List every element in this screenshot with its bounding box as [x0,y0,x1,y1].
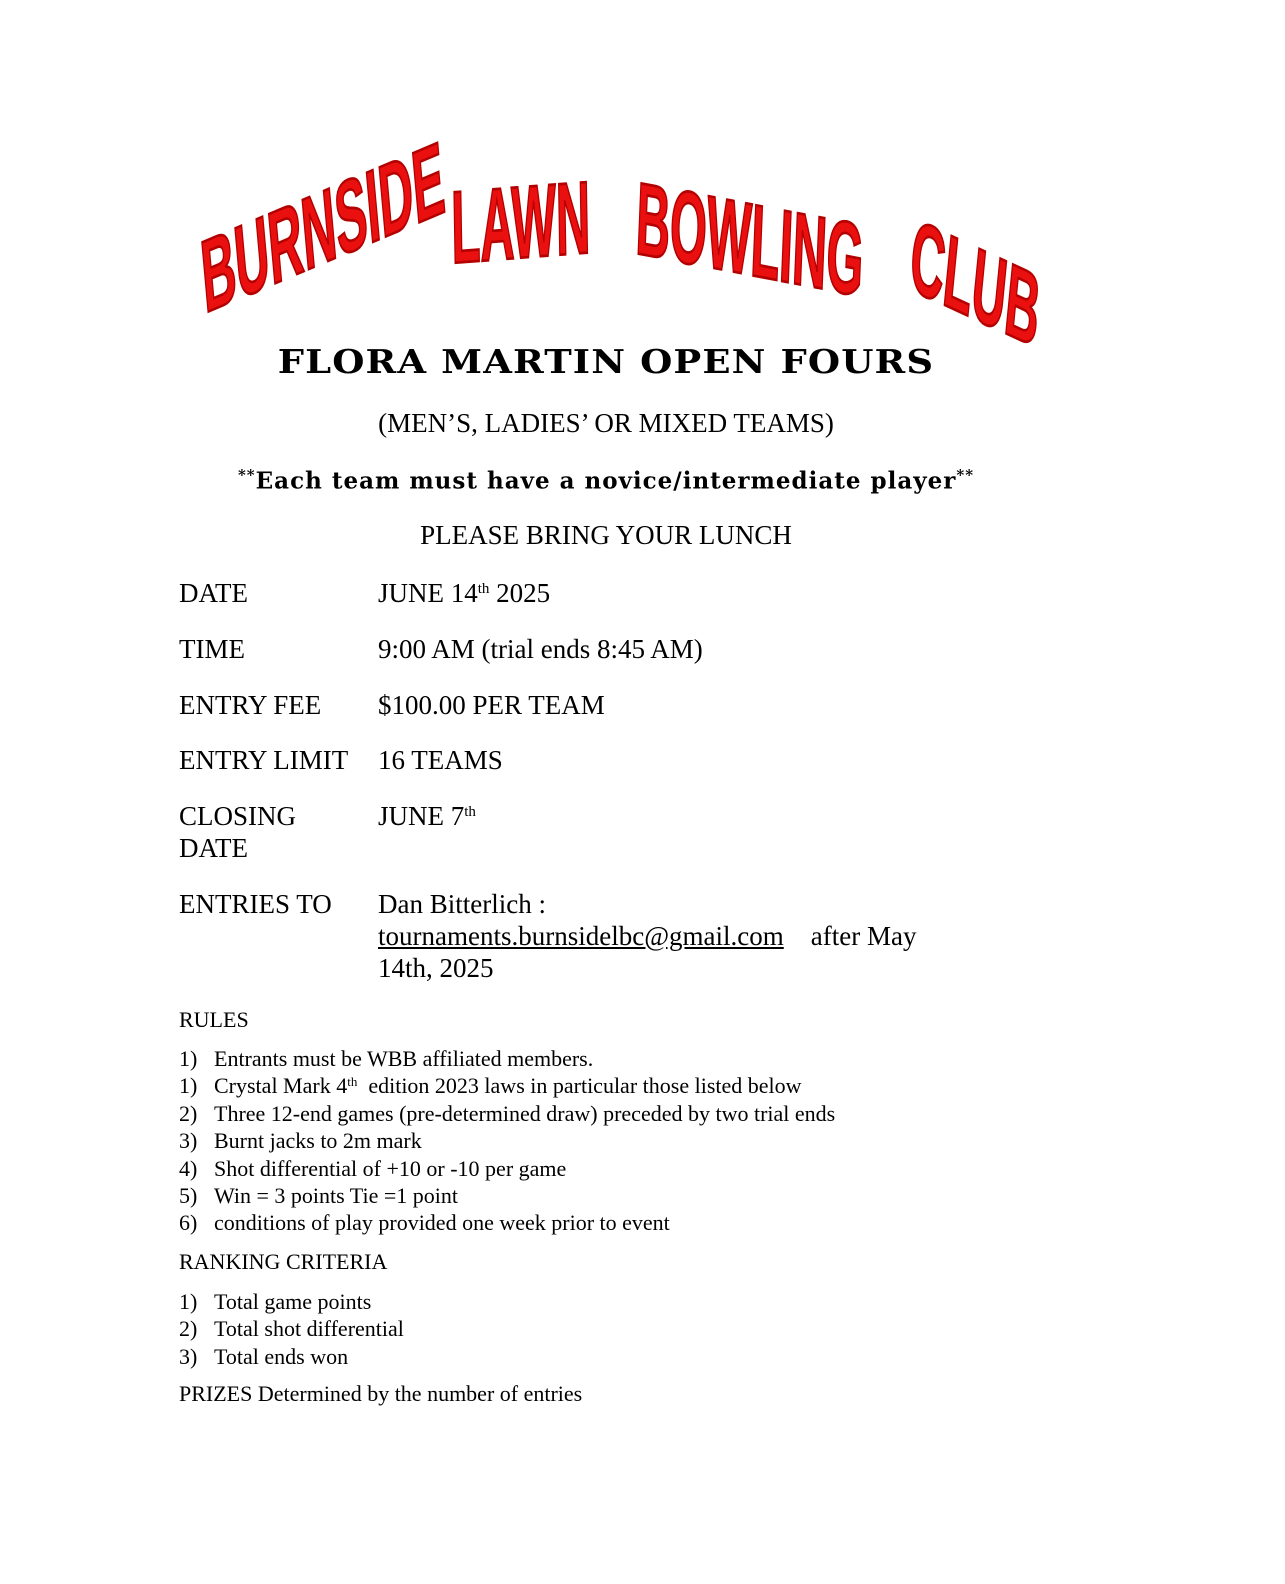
date-label: DATE [179,578,248,608]
asterisks: ** [237,466,256,484]
logo-word-burnside: BURNSIDE [196,119,449,335]
entry-limit-label: ENTRY LIMIT [179,745,349,775]
logo-word-bowling: BOWLING [634,160,866,318]
logo-word-club: CLUB [905,197,1045,369]
list-item: 1) Entrants must be WBB affiliated members. [179,1046,594,1071]
entry-limit-value: 16 TEAMS [378,745,503,775]
novice-note-text: Each team must have a novice/intermediate player [255,467,957,495]
list-item: 2) Three 12-end games (pre-determined draw) preceded by two trial ends [179,1100,836,1126]
lunch-note: PLEASE BRING YOUR LUNCH [420,520,792,550]
event-title: FLORA MARTIN OPEN FOURS [277,342,935,381]
closing-date-value: JUNE 7th [378,801,476,831]
list-item: 4) Shot differential of +10 or -10 per game [179,1155,567,1181]
ranking-heading: RANKING CRITERIA [179,1249,388,1274]
entries-to-value [378,888,938,984]
time-value: 9:00 AM (trial ends 8:45 AM) [378,634,703,664]
list-item: 1) Crystal Mark 4th edition 2023 laws in particular those listed below [179,1073,802,1099]
list-item: 3) Total ends won [179,1343,349,1369]
entries-to-label: ENTRIES TO [179,889,332,919]
entry-fee-value: $100.00 PER TEAM [378,690,605,720]
rules-heading: RULES [179,1007,249,1032]
entries-after-date: after May [810,921,917,951]
list-item: 3) Burnt jacks to 2m mark [179,1128,422,1154]
ranking-list [179,1288,1079,1370]
date-value: JUNE 14th 2025 [378,578,551,608]
time-label: TIME [179,634,245,664]
list-item: 5) Win = 3 points Tie =1 point [179,1183,458,1209]
prizes-note: PRIZES Determined by the number of entries [179,1381,583,1406]
novice-note [0,466,1212,495]
contact-name: Dan Bitterlich : [378,889,546,919]
rules-list [179,1045,1079,1237]
contact-email-link[interactable]: tournaments.burnsidelbc@gmail.com [378,921,784,951]
list-item: 6) conditions of play provided one week prior to event [179,1210,670,1236]
logo-word-lawn: LAWN [450,159,591,285]
list-item: 1) Total game points [179,1289,372,1314]
list-item: 2) Total shot differential [179,1316,404,1342]
closing-date-label: CLOSING DATE [179,801,297,863]
entries-after-date-line2: 14th, 2025 [378,953,494,983]
asterisks: ** [956,466,975,484]
team-types: (MEN’S, LADIES’ OR MIXED TEAMS) [378,408,834,438]
entry-fee-label: ENTRY FEE [179,690,322,720]
